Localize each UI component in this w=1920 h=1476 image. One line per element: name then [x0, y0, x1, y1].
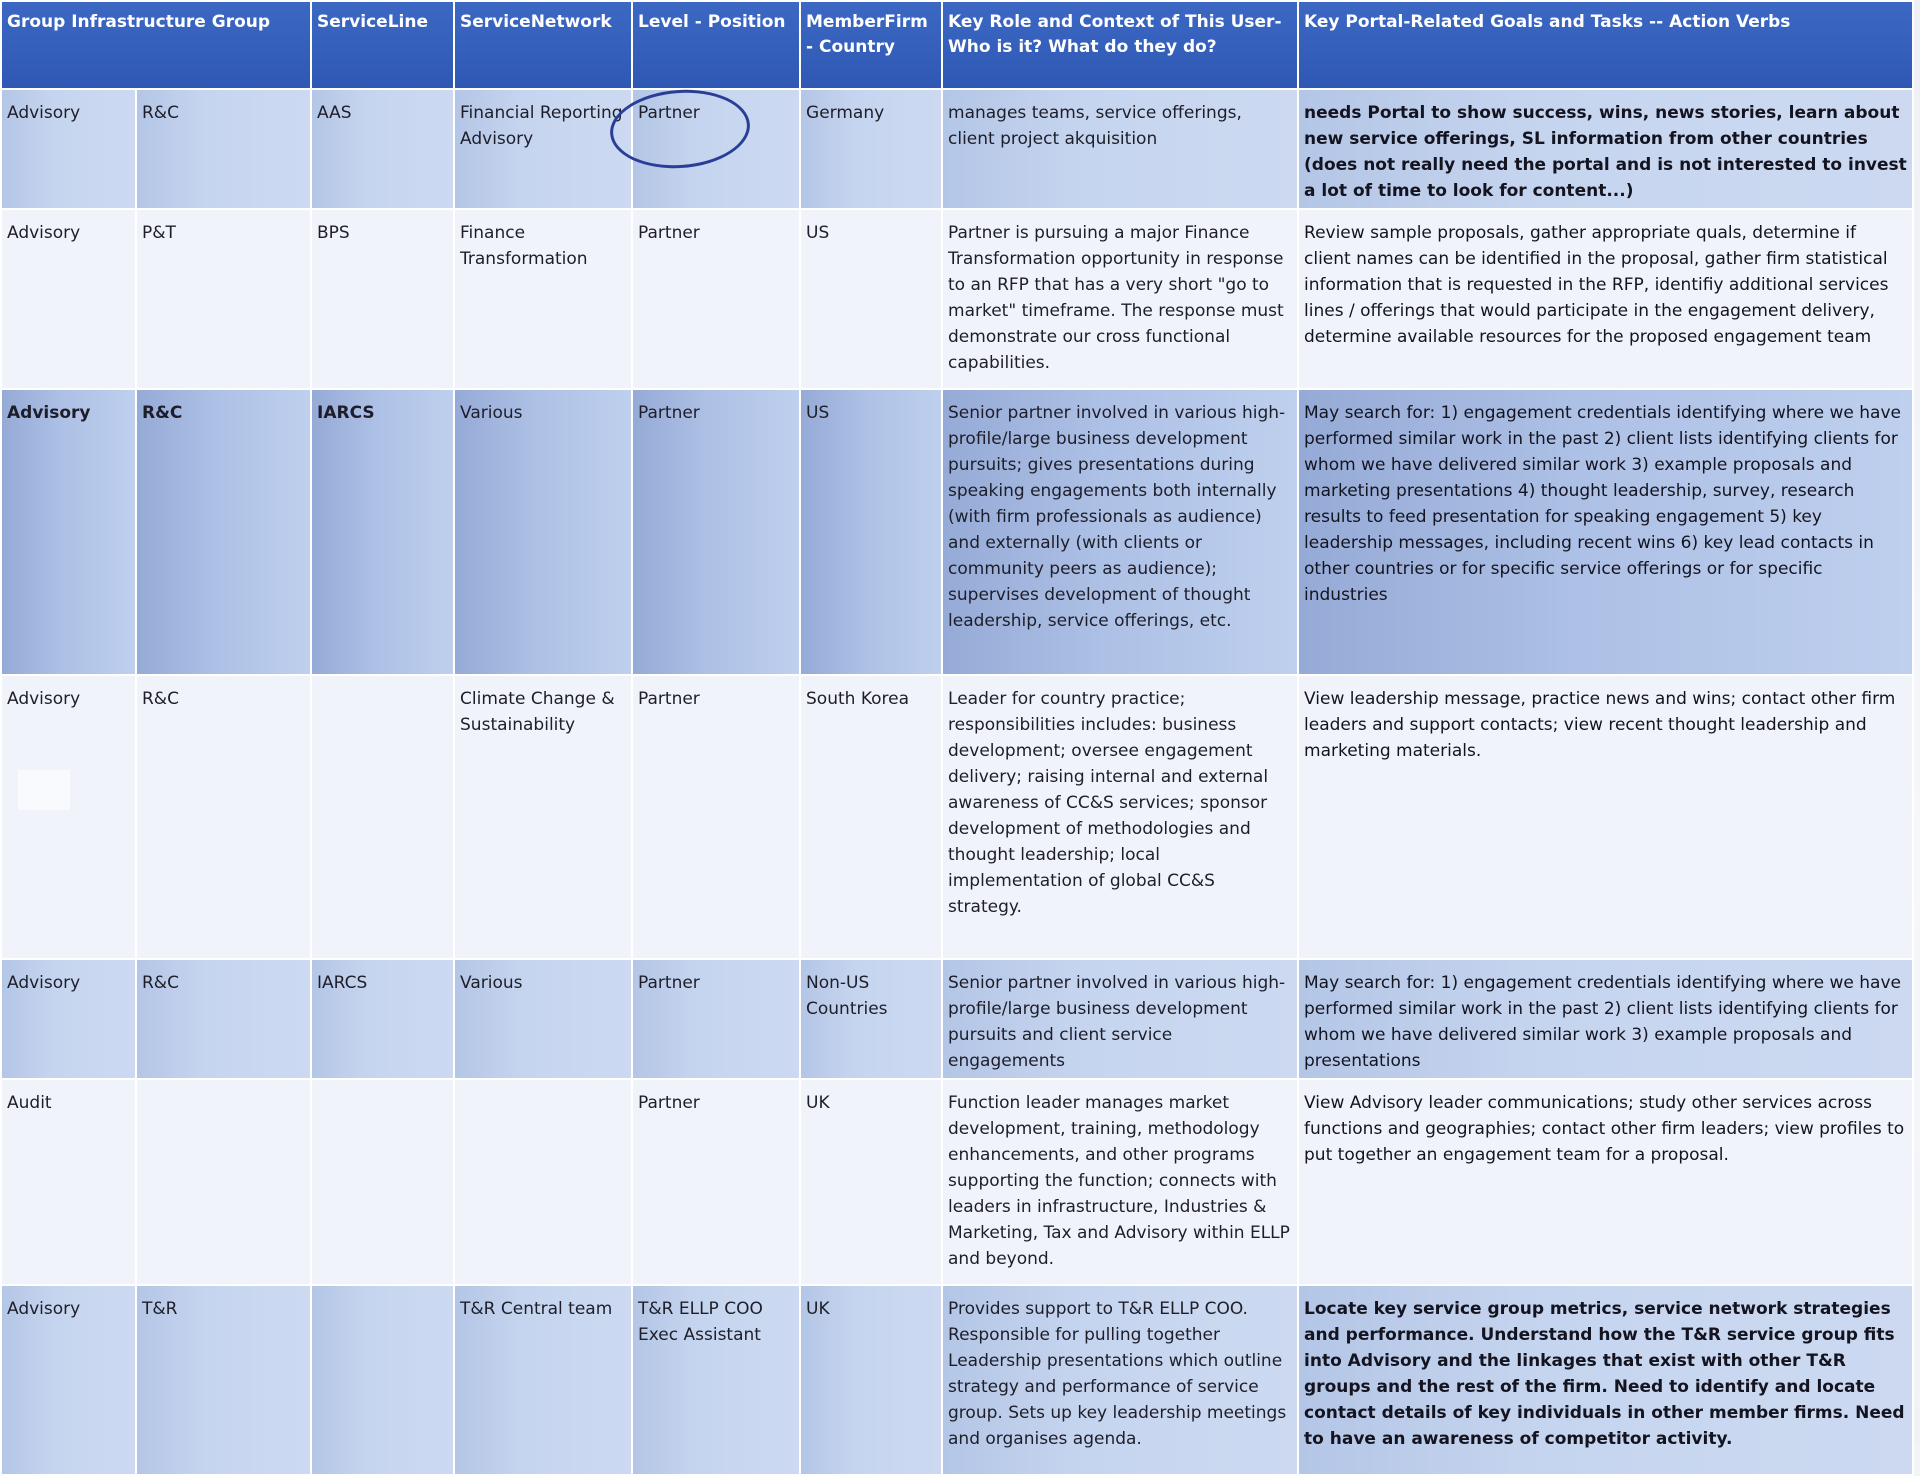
cell-service-line: IARCS — [311, 959, 454, 1079]
cell-group: Advisory — [1, 675, 136, 959]
header-service-line: ServiceLine — [311, 1, 454, 89]
cell-group: Advisory — [1, 959, 136, 1079]
cell-role: Leader for country practice; responsibilities includes: business development; oversee engagement delivery; raising internal and external awareness of CC&S services; sponsor development of methodologies and thought leadership; local implementation of global CC&S strategy. — [942, 675, 1298, 959]
cell-role: Partner is pursuing a major Finance Transformation opportunity in response to an RFP that has a very short "go to market" timeframe. The response must demonstrate our cross functional capabilities. — [942, 209, 1298, 389]
cell-group: Advisory — [1, 89, 136, 209]
cell-group: Advisory — [1, 389, 136, 675]
table-row — [1, 89, 1913, 209]
cell-infrastructure: R&C — [136, 89, 311, 209]
header-member-firm-country: MemberFirm - Country — [800, 1, 942, 89]
cell-group: Audit — [1, 1079, 136, 1285]
cell-service-network: Financial Reporting Advisory — [454, 89, 632, 209]
cell-infrastructure: R&C — [136, 675, 311, 959]
cell-role: manages teams, service offerings, client project akquisition — [942, 89, 1298, 209]
cell-level: Partner — [632, 1079, 800, 1285]
cell-country: UK — [800, 1079, 942, 1285]
cell-infrastructure: R&C — [136, 389, 311, 675]
cell-goals: View leadership message, practice news and wins; contact other firm leaders and support contacts; view recent thought leadership and marketing materials. — [1298, 675, 1913, 959]
table-row — [1, 1079, 1913, 1285]
table-row — [1, 209, 1913, 389]
table-row — [1, 389, 1913, 675]
cell-infrastructure: R&C — [136, 959, 311, 1079]
cell-level: Partner — [632, 209, 800, 389]
cell-service-network: Various — [454, 389, 632, 675]
table-row — [1, 959, 1913, 1079]
header-service-network: ServiceNetwork — [454, 1, 632, 89]
cell-service-network: Various — [454, 959, 632, 1079]
cell-infrastructure: P&T — [136, 209, 311, 389]
cell-role: Function leader manages market development, training, methodology enhancements, and other programs supporting the function; connects with leaders in infrastructure, Industries & Marketing, Tax and Advisory within ELLP and beyond. — [942, 1079, 1298, 1285]
cell-goals: May search for: 1) engagement credentials identifying where we have performed similar work in the past 2) client lists identifying clients for whom we have delivered similar work 3) example proposals and marketing presentations 4) thought leadership, survey, research results to feed presentation for speaking engagement 5) key leadership messages, including recent wins 6) key lead contacts in other countries or for specific service offerings or for specific industries — [1298, 389, 1913, 675]
cell-country: US — [800, 209, 942, 389]
cell-role: Senior partner involved in various high-profile/large business development pursuits and client service engagements — [942, 959, 1298, 1079]
header-group: Group Infrastructure Group — [1, 1, 311, 89]
table-row — [1, 675, 1913, 959]
cell-goals: Review sample proposals, gather appropriate quals, determine if client names can be identified in the proposal, gather firm statistical information that is requested in the RFP, identifiy additional services lines / offerings that would participate in the engagement delivery, determine available resources for the proposed engagement team — [1298, 209, 1913, 389]
cell-service-line — [311, 1079, 454, 1285]
cell-infrastructure — [136, 1079, 311, 1285]
cell-service-network — [454, 1079, 632, 1285]
cell-level: Partner — [632, 959, 800, 1079]
cell-group: Advisory — [1, 1285, 136, 1475]
table-row — [1, 1285, 1913, 1475]
cell-country: Non-US Countries — [800, 959, 942, 1079]
cell-infrastructure: T&R — [136, 1285, 311, 1475]
cell-role: Provides support to T&R ELLP COO. Responsible for pulling together Leadership presentations which outline strategy and performance of service group. Sets up key leadership meetings and organises agenda. — [942, 1285, 1298, 1475]
cell-service-line — [311, 1285, 454, 1475]
cell-country: Germany — [800, 89, 942, 209]
cell-level: Partner — [632, 675, 800, 959]
cell-service-line: IARCS — [311, 389, 454, 675]
cell-goals: needs Portal to show success, wins, news stories, learn about new service offerings, SL information from other countries (does not really need the portal and is not interested to invest a lot of time to look for content...) — [1298, 89, 1913, 209]
cell-role: Senior partner involved in various high-profile/large business development pursuits; gives presentations during speaking engagements both internally (with firm professionals as audience) and externally (with clients or community peers as audience); supervises development of thought leadership, service offerings, etc. — [942, 389, 1298, 675]
cell-goals: View Advisory leader communications; study other services across functions and geographies; contact other firm leaders; view profiles to put together an engagement team for a proposal. — [1298, 1079, 1913, 1285]
cell-service-line: AAS — [311, 89, 454, 209]
cell-level: T&R ELLP COO Exec Assistant — [632, 1285, 800, 1475]
header-level-position: Level - Position — [632, 1, 800, 89]
cell-country: UK — [800, 1285, 942, 1475]
cell-service-network: Climate Change & Sustainability — [454, 675, 632, 959]
cell-level: Partner — [632, 389, 800, 675]
cell-group: Advisory — [1, 209, 136, 389]
cell-level: Partner — [632, 89, 800, 209]
cell-country: US — [800, 389, 942, 675]
cell-service-network: T&R Central team — [454, 1285, 632, 1475]
cell-service-line: BPS — [311, 209, 454, 389]
header-row — [1, 1, 1913, 89]
cell-service-line — [311, 675, 454, 959]
cell-country: South Korea — [800, 675, 942, 959]
cell-service-network: Finance Transformation — [454, 209, 632, 389]
header-key-role: Key Role and Context of This User-Who is it? What do they do? — [942, 1, 1298, 89]
header-goals: Key Portal-Related Goals and Tasks -- Action Verbs — [1298, 1, 1913, 89]
cell-goals: Locate key service group metrics, service network strategies and performance. Understand how the T&R service group fits into Advisory and the linkages that exist with other T&R groups and the rest of the firm. Need to identify and locate contact details of key individuals in other member firms. Need to have an awareness of competitor activity. — [1298, 1285, 1913, 1475]
cell-goals: May search for: 1) engagement credentials identifying where we have performed similar work in the past 2) client lists identifying clients for whom we have delivered similar work 3) example proposals and presentations — [1298, 959, 1913, 1079]
